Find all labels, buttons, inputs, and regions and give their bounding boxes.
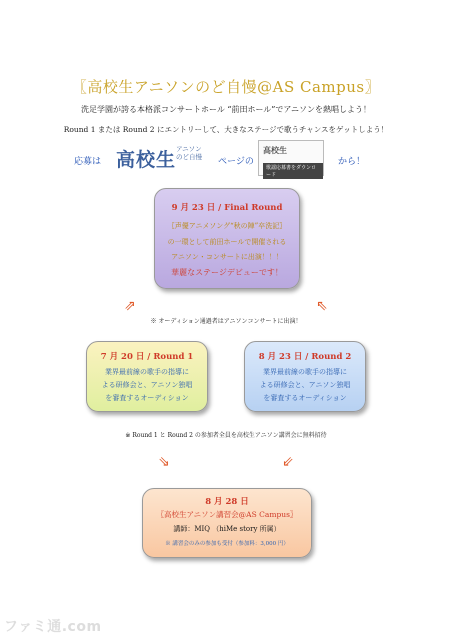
final-round-card	[154, 188, 300, 289]
apply-end-text: から！	[338, 157, 366, 167]
workshop-title: 〖高校生アニソン講習会@AS Campus〗	[156, 510, 298, 519]
final-round-line-3: アニソン・コンサートに出演！！！	[171, 253, 283, 261]
final-round-header: 9 月 23 日 / Final Round	[171, 203, 283, 213]
download-banner[interactable]	[258, 140, 324, 176]
round-1-line-3: を審査するオーディション	[105, 394, 189, 402]
round-2-card	[244, 341, 366, 412]
arrow-down-left-icon: ⇙	[282, 454, 294, 470]
intro-line-2: Round 1 または Round 2 にエントリーして、大きなステージで歌うチャンスをゲットしよう！	[63, 125, 389, 134]
logo-sub-text: アニソン のど自慢	[176, 145, 202, 161]
workshop-fee-note: ※ 講習会のみの参加も受付（参加料：3,000 円）	[165, 541, 289, 547]
workshop-card	[142, 488, 312, 558]
invitation-note: ※ Round 1 と Round 2 の参加者全員を高校生アニソン講習会に無料招待	[125, 432, 327, 439]
round-2-line-1: 業界最前線の歌手の指導に	[263, 368, 347, 376]
apply-lead-text: 応募は	[74, 157, 102, 167]
round-1-header: 7 月 20 日 / Round 1	[100, 352, 194, 362]
download-label: 歌謡応募書をダウンロード	[263, 163, 323, 179]
round-1-line-1: 業界最前線の歌手の指導に	[105, 368, 189, 376]
arrow-up-right-icon: ⇖	[316, 298, 328, 314]
event-logo[interactable]	[116, 143, 212, 171]
final-round-line-2: の一環として前田ホールで開催される	[167, 238, 287, 246]
arrow-up-left-icon: ⇗	[124, 298, 136, 314]
arrow-down-right-icon: ⇘	[158, 454, 170, 470]
workshop-date: 8 月 28 日	[205, 497, 249, 507]
round-1-card	[86, 341, 208, 412]
apply-page-text: ページの	[218, 157, 254, 167]
page-title: 〖高校生アニソンのど自慢@AS Campus〗	[71, 78, 381, 96]
round-2-header: 8 月 23 日 / Round 2	[258, 352, 352, 362]
round-2-line-2: よる研修会と、アニソン独唱	[259, 381, 351, 389]
final-round-line-1: 〖声優アニメソング“秋の陣”卒洗記〗	[167, 222, 287, 230]
download-logo: 高校生	[263, 146, 287, 155]
intro-line-1: 洗足学園が誇る本格派コンサートホール “前田ホール”でアニソンを熱唱しよう！	[81, 105, 371, 114]
final-round-line-4: 華麗なステージデビューです！	[171, 268, 283, 277]
round-2-line-3: を審査するオーディション	[263, 394, 347, 402]
round-1-line-2: よる研修会と、アニソン独唱	[101, 381, 193, 389]
workshop-instructor: 講師：MIQ （hiMe story 所属）	[173, 525, 281, 533]
logo-main-text: 高校生	[116, 149, 177, 171]
audition-note: ※ オーディション通過者はアニソンコンサートに出演！	[150, 318, 302, 325]
site-watermark: ファミ通.com	[4, 619, 102, 635]
